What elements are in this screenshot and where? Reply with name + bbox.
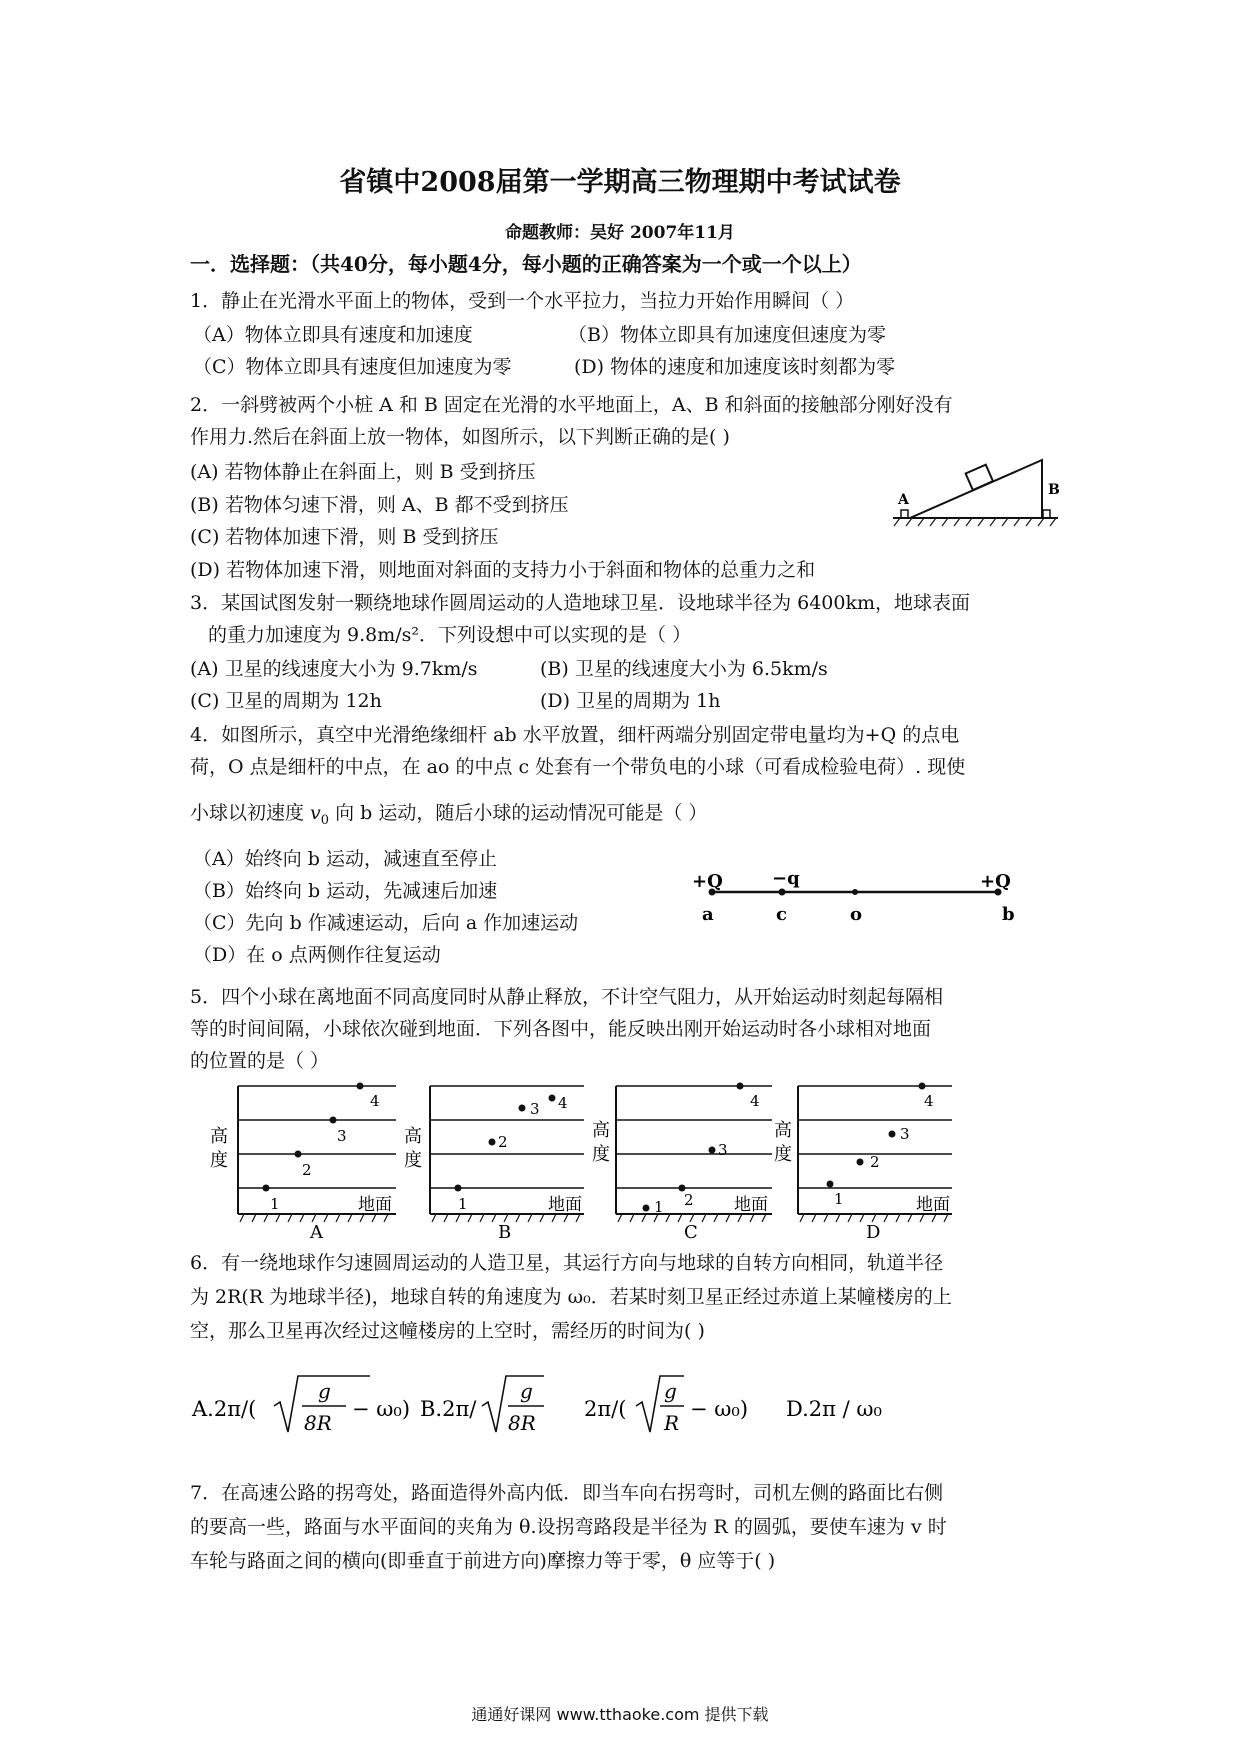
svg-text:地面: 地面 xyxy=(734,1195,768,1215)
svg-text:度: 度 xyxy=(774,1144,792,1165)
q5-stem-line1: 5．四个小球在离地面不同高度同时从静止释放，不计空气阻力，从开始运动时刻起每隔相 xyxy=(190,986,944,1008)
stake-a-label: A xyxy=(898,492,909,508)
svg-text:1: 1 xyxy=(654,1198,664,1216)
q6-options-formulas xyxy=(190,1368,910,1448)
q7-stem-line1: 7．在高速公路的拐弯处，路面造得外高内低．即当车向右拐弯时，司机左侧的路面比右侧 xyxy=(190,1482,944,1504)
q7-stem-line3: 车轮与路面之间的横向(即垂直于前进方向)摩擦力等于零，θ 应等于( ) xyxy=(190,1550,776,1572)
svg-text:高: 高 xyxy=(404,1126,422,1147)
svg-text:g: g xyxy=(318,1379,331,1403)
q6-stem-line1: 6．有一绕地球作匀速圆周运动的人造卫星，其运行方向与地球的自转方向相同，轨道半径 xyxy=(190,1252,944,1274)
q6-stem-line3: 空，那么卫星再次经过这幢楼房的上空时，需经历的时间为( ) xyxy=(190,1320,705,1342)
footer-source: 通通好课网 www.tthaoke.com 提供下载 xyxy=(471,1705,769,1724)
svg-text:4: 4 xyxy=(750,1092,760,1110)
q4-stem-line3 xyxy=(190,798,707,836)
q6-option-b: B.2π/ xyxy=(420,1397,477,1421)
q6-stem-line2: 为 2R(R 为地球半径)，地球自转的角速度为 ω₀．若某时刻卫星正经过赤道上某幢楼房的上 xyxy=(190,1286,952,1308)
q4-stem-line1: 4．如图所示，真空中光滑绝缘细杆 ab 水平放置，细杆两端分别固定带电量均为+Q 的点电 xyxy=(190,724,960,746)
q4-option-c: （C）先向 b 作减速运动，后向 a 作加速运动 xyxy=(193,912,579,934)
svg-text:3: 3 xyxy=(337,1127,347,1145)
svg-text:2: 2 xyxy=(684,1191,694,1209)
q6-option-d: D.2π / ω₀ xyxy=(786,1397,882,1421)
panel-label-d: D xyxy=(866,1222,881,1240)
svg-text:3: 3 xyxy=(718,1141,728,1159)
svg-text:− ω₀): − ω₀) xyxy=(352,1397,411,1421)
q3-option-d: (D) 卫星的周期为 1h xyxy=(540,690,721,712)
q1-stem: 1．静止在光滑水平面上的物体，受到一个水平拉力，当拉力开始作用瞬间（ ） xyxy=(190,290,855,312)
wedge-diagram xyxy=(888,452,1068,532)
q2-option-b: (B) 若物体匀速下滑，则 A、B 都不受到挤压 xyxy=(190,494,569,516)
svg-text:地面: 地面 xyxy=(916,1195,950,1215)
panel-label-b: B xyxy=(498,1222,512,1240)
svg-text:8R: 8R xyxy=(508,1411,536,1435)
q2-option-c: (C) 若物体加速下滑，则 B 受到挤压 xyxy=(190,526,499,548)
panel-label-c: C xyxy=(684,1222,698,1240)
panel-c xyxy=(592,1083,772,1241)
label-c: c xyxy=(776,904,787,925)
ground-label: 地面 xyxy=(358,1195,392,1215)
q2-option-a: (A) 若物体静止在斜面上，则 B 受到挤压 xyxy=(190,461,536,483)
svg-text:8R: 8R xyxy=(304,1411,332,1435)
q4-stem-line3-start: 小球以初速度 xyxy=(190,802,311,824)
svg-text:4: 4 xyxy=(558,1094,568,1112)
q4-option-b: （B）始终向 b 运动，先减速后加速 xyxy=(193,880,498,902)
q1-option-d: (D) 物体的速度和加速度该时刻都为零 xyxy=(574,356,896,378)
charge-c-label: −q xyxy=(772,868,800,889)
svg-text:3: 3 xyxy=(900,1125,910,1143)
q4-option-a: （A）始终向 b 运动，减速直至停止 xyxy=(193,848,497,870)
q7-stem-line2: 的要高一些，路面与水平面间的夹角为 θ.设拐弯路段是半径为 R 的圆弧，要使车速为 v 时 xyxy=(190,1516,947,1538)
q4-option-d: （D）在 o 点两侧作往复运动 xyxy=(193,944,441,966)
svg-text:4: 4 xyxy=(924,1092,934,1110)
svg-text:4: 4 xyxy=(370,1092,380,1110)
q1-option-b: （B）物体立即具有加速度但速度为零 xyxy=(568,324,886,346)
svg-text:g: g xyxy=(664,1379,677,1403)
q6-option-a: A.2π/( xyxy=(192,1397,257,1421)
v0-symbol: v xyxy=(310,802,321,824)
panel-label-a: A xyxy=(310,1222,323,1240)
charge-b-label: +Q xyxy=(980,871,1011,892)
q3-stem-line1: 3．某国试图发射一颗绕地球作圆周运动的人造地球卫星．设地球半径为 6400km，地球表面 xyxy=(190,592,971,614)
q3-option-b: (B) 卫星的线速度大小为 6.5km/s xyxy=(540,658,828,680)
q4-stem-line2: 荷，O 点是细杆的中点，在 ao 的中点 c 处套有一个带负电的小球（可看成检验电荷）. 现使 xyxy=(190,756,966,778)
label-o: o xyxy=(850,904,863,925)
svg-text:1: 1 xyxy=(834,1190,844,1208)
label-b: b xyxy=(1002,904,1015,925)
svg-text:− ω₀): − ω₀) xyxy=(690,1397,749,1421)
point-c xyxy=(779,889,786,896)
panel-a xyxy=(210,1083,396,1241)
q5-stem-line3: 的位置的是（ ） xyxy=(190,1050,330,1072)
q6-option-c: 2π/( xyxy=(584,1397,627,1421)
point-o xyxy=(852,889,858,895)
stake-a xyxy=(901,510,908,518)
svg-text:R: R xyxy=(664,1411,680,1435)
panel-b xyxy=(404,1086,584,1240)
svg-text:度: 度 xyxy=(592,1144,610,1165)
panel-d xyxy=(774,1083,952,1241)
svg-text:2: 2 xyxy=(302,1161,312,1179)
label-a: a xyxy=(702,904,714,925)
svg-text:高: 高 xyxy=(592,1120,610,1141)
page-title: 省镇中2008届第一学期高三物理期中考试试卷 xyxy=(339,167,901,198)
svg-text:g: g xyxy=(520,1379,533,1403)
ylabel-degree: 度 xyxy=(210,1150,228,1171)
svg-text:2: 2 xyxy=(870,1153,880,1171)
falling-balls-figure xyxy=(200,1072,980,1240)
svg-text:1: 1 xyxy=(458,1195,468,1213)
section-heading: 一．选择题：（共40分，每小题4分，每小题的正确答案为一个或一个以上） xyxy=(190,252,862,276)
svg-text:地面: 地面 xyxy=(548,1195,582,1215)
q3-stem-line2: 的重力加速度为 9.8m/s²．下列设想中可以实现的是（ ） xyxy=(208,624,692,646)
exam-author-date: 命题教师：吴好 2007年11月 xyxy=(505,223,735,243)
q4-stem-line3-end: 向 b 运动，随后小球的运动情况可能是（ ） xyxy=(329,802,708,824)
q3-option-a: (A) 卫星的线速度大小为 9.7km/s xyxy=(190,658,478,680)
svg-text:1: 1 xyxy=(270,1195,280,1213)
stake-b-label: B xyxy=(1048,482,1060,498)
q2-stem-line2: 作用力.然后在斜面上放一物体，如图所示，以下判断正确的是( ) xyxy=(190,426,730,448)
charged-rod-diagram xyxy=(690,862,1020,928)
svg-text:3: 3 xyxy=(530,1100,540,1118)
charge-a-label: +Q xyxy=(692,871,723,892)
q1-option-a: （A）物体立即具有速度和加速度 xyxy=(193,324,473,346)
stake-b xyxy=(1043,510,1050,518)
svg-text:度: 度 xyxy=(404,1150,422,1171)
q5-stem-line2: 等的时间间隔，小球依次碰到地面．下列各图中，能反映出刚开始运动时各小球相对地面 xyxy=(190,1018,932,1040)
q2-option-d: (D) 若物体加速下滑，则地面对斜面的支持力小于斜面和物体的总重力之和 xyxy=(190,559,816,581)
q3-option-c: (C) 卫星的周期为 12h xyxy=(190,690,382,712)
q1-option-c: （C）物体立即具有速度但加速度为零 xyxy=(193,356,512,378)
svg-text:2: 2 xyxy=(498,1133,508,1151)
ylabel-high: 高 xyxy=(210,1126,228,1147)
q2-stem-line1: 2．一斜劈被两个小桩 A 和 B 固定在光滑的水平地面上，A、B 和斜面的接触部分刚好没有 xyxy=(190,394,953,416)
v0-subscript: 0 xyxy=(320,812,330,828)
svg-text:高: 高 xyxy=(774,1120,792,1141)
